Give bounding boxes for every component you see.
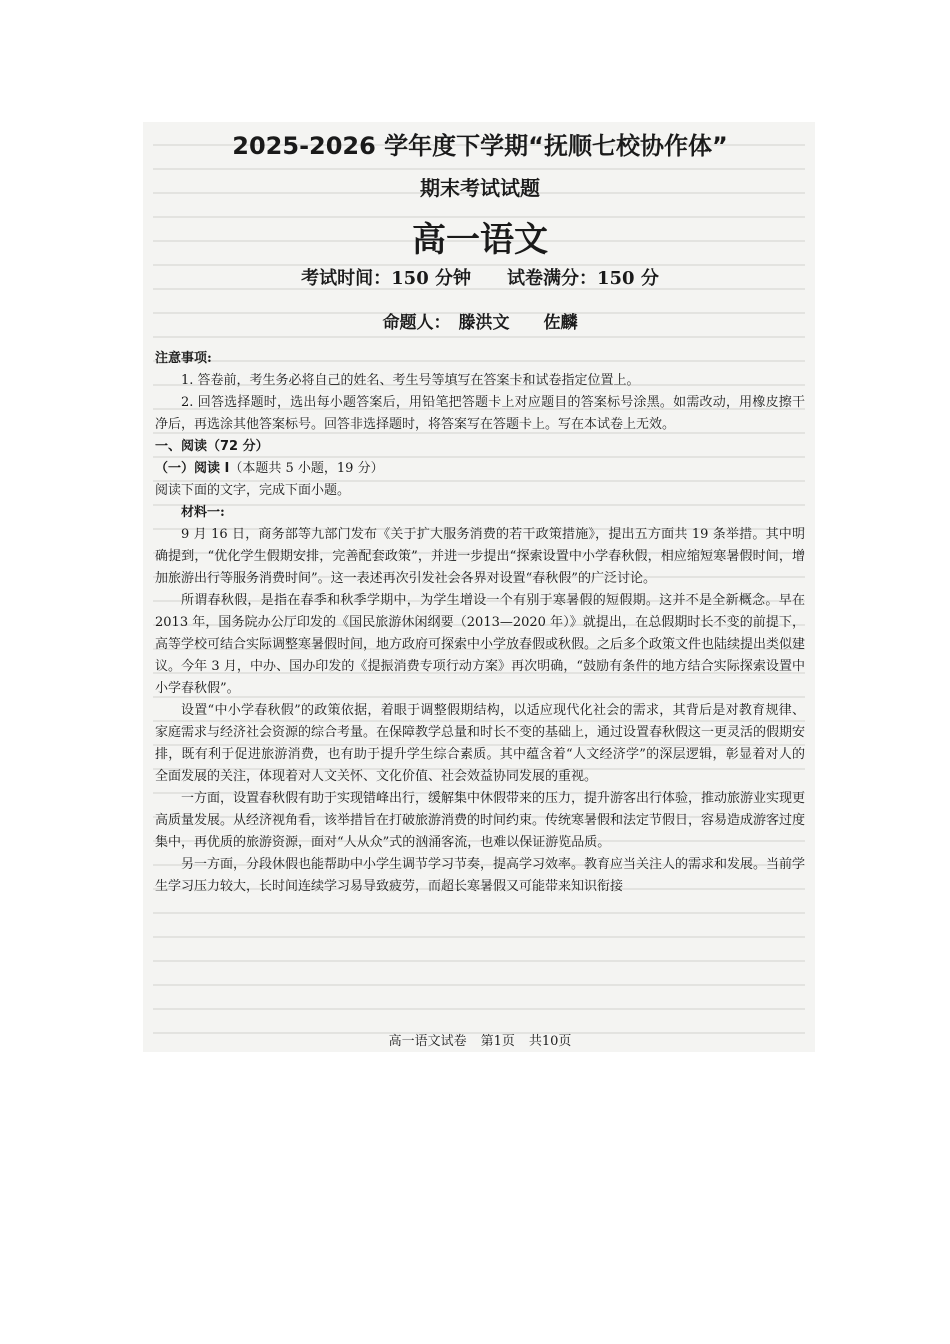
subject-title: 高一语文 bbox=[412, 220, 548, 260]
article-paragraph: 一方面，设置春秋假有助于实现错峰出行，缓解集中休假带来的压力，提升游客出行体验，推动旅游业实现更高质量发展。从经济视角看，该举措旨在打破旅游消费的时间约束。传统寒暑假和法定节假日，容易造成游客过度集中，再优质的旅游资源，面对“人从众”式的汹涌客流，也难以保证游览品质。 bbox=[155, 791, 806, 850]
author-line bbox=[155, 308, 805, 333]
footer-paper-name: 高一语文试卷 bbox=[388, 1034, 467, 1049]
sub-section-heading bbox=[155, 458, 805, 480]
page-footer bbox=[155, 1030, 805, 1049]
exam-time: 考试时间：150 分钟 bbox=[301, 268, 471, 289]
sub-section-label: （一）阅读 I bbox=[155, 461, 230, 476]
full-score: 试卷满分：150 分 bbox=[507, 268, 659, 289]
notice-item: 1. 答卷前，考生务必将自己的姓名、考生号等填写在答案卡和试卷指定位置上。 bbox=[181, 373, 640, 388]
exam-subtitle: 期末考试试题 bbox=[420, 176, 540, 200]
exam-title: 2025-2026 学年度下学期“抚顺七校协作体” bbox=[232, 132, 728, 160]
sub-section-note: （本题共 5 小题，19 分） bbox=[229, 461, 384, 476]
article-paragraph: 设置“中小学春秋假”的政策依据，着眼于调整假期结构，以适应现代化社会的需求，其背后是对教育规律、家庭需求与经济社会资源的综合考量。在保障教学总量和时长不变的基础上，通过设置春秋假这一更灵活的假期安排，既有利于促进旅游消费，也有助于提升学生综合素质。其中蕴含着“人文经济学”的深层逻辑，彰显着对人的全面发展的关注，体现着对人文关怀、文化价值、社会效益协同发展的重视。 bbox=[155, 703, 806, 784]
author-names: 滕洪文 佐麟 bbox=[458, 313, 578, 333]
article-paragraph: 9 月 16 日，商务部等九部门发布《关于扩大服务消费的若干政策措施》，提出五方面共 19 条举措。其中明确提到，“优化学生假期安排，完善配套政策”，并进一步提出“探索设置中小学春秋假，相应缩短寒暑假时间，增加旅游出行等服务消费时间”。这一表述再次引发社会各界对设置“春秋假”的广泛讨论。 bbox=[155, 527, 805, 586]
exam-paper-page bbox=[143, 122, 815, 1052]
exam-body bbox=[155, 348, 805, 898]
footer-page-number: 第1页 bbox=[480, 1034, 515, 1049]
article-paragraph: 所谓春秋假，是指在春季和秋季学期中，为学生增设一个有别于寒暑假的短假期。这并不是全新概念。早在 2013 年，国务院办公厅印发的《国民旅游休闲纲要（2013—2020 年）》就提出，在总假期时长不变的前提下，高等学校可结合实际调整寒暑假时间，地方政府可探索中小学放春假或秋假。之后多个政策文件也陆续提出类似建议。今年 3 月，中办、国办印发的《提振消费专项行动方案》再次明确，“鼓励有条件的地方结合实际探索设置中小学春秋假”。 bbox=[155, 593, 806, 696]
author-label: 命题人： bbox=[382, 313, 451, 333]
article-paragraph: 另一方面，分段休假也能帮助中小学生调节学习节奏，提高学习效率。教育应当关注人的需求和发展。当前学生学习压力较大，长时间连续学习易导致疲劳，而超长寒暑假又可能带来知识衔接 bbox=[155, 857, 806, 894]
notice-item: 2. 回答选择题时，选出每小题答案后，用铅笔把答题卡上对应题目的答案标号涂黑。如需改动，用橡皮擦干净后，再选涂其他答案标号。回答非选择题时，将答案写在答题卡上。写在本试卷上无效。 bbox=[155, 395, 805, 432]
exam-info bbox=[155, 264, 805, 290]
section-heading: 一、阅读（72 分） bbox=[155, 439, 269, 454]
material-label: 材料一: bbox=[181, 505, 225, 520]
reading-instruction: 阅读下面的文字，完成下面小题。 bbox=[155, 483, 351, 498]
footer-total-pages: 共10页 bbox=[528, 1034, 572, 1049]
notice-heading: 注意事项: bbox=[155, 351, 212, 366]
